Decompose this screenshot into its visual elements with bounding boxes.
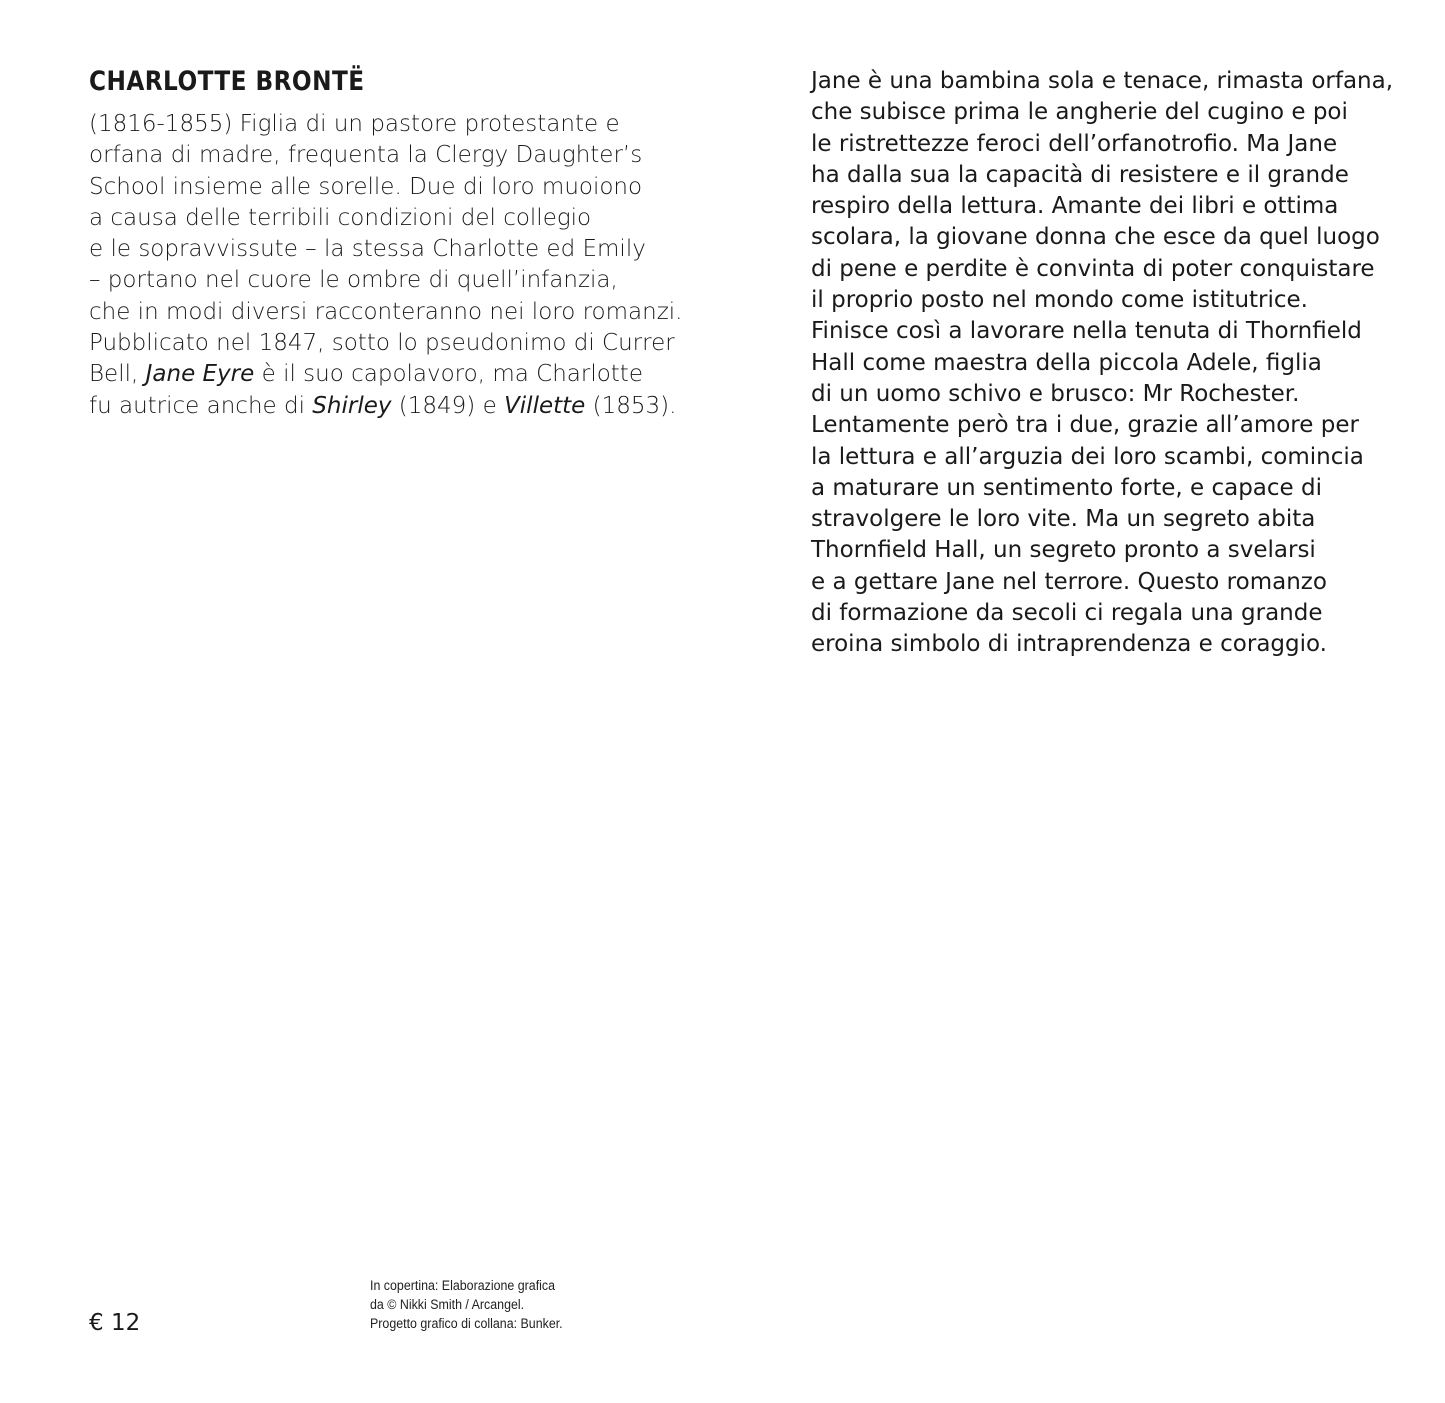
bio-text: è il suo capolavoro, ma Charlotte — [254, 361, 643, 388]
credit-line: da © Nikki Smith / Arcangel. — [370, 1297, 525, 1312]
bio-text: – portano nel cuore le ombre di quell’infanzia, — [89, 267, 618, 294]
bio-text: e le sopravvissute – la stessa Charlotte ed Emily — [89, 236, 646, 263]
synopsis-line: Lentamente però tra i due, grazie all’amore per — [811, 412, 1359, 439]
synopsis-line: a maturare un sentimento forte, e capace di — [811, 474, 1322, 501]
synopsis-line: di un uomo schivo e brusco: Mr Rochester. — [811, 380, 1300, 407]
bio-line — [89, 359, 669, 390]
bio-line — [89, 297, 683, 328]
credit-line: In copertina: Elaborazione grafica — [370, 1278, 556, 1293]
synopsis-line: scolara, la giovane donna che esce da quel luogo — [811, 224, 1380, 251]
synopsis-line: stravolgere le loro vite. Ma un segreto abita — [811, 506, 1316, 533]
bio-text: Bell, — [89, 361, 146, 388]
cover-credits — [370, 1276, 563, 1333]
bio-text: (1853). — [585, 392, 677, 419]
bio-text: a causa delle terribili condizioni del collegio — [89, 204, 592, 231]
bio-text: fu autrice anche di — [89, 392, 313, 419]
book-title-italic: Shirley — [312, 392, 392, 419]
synopsis-line: che subisce prima le angherie del cugino e poi — [811, 99, 1348, 126]
book-title-italic: Villette — [504, 392, 586, 419]
synopsis-line: la lettura e all’arguzia dei loro scambi, comincia — [811, 443, 1364, 470]
book-title-italic: Jane Eyre — [145, 361, 255, 388]
bio-line — [89, 172, 669, 203]
credit-line: Progetto grafico di collana: Bunker. — [370, 1316, 563, 1331]
synopsis-line: il proprio posto nel mondo come istitutrice. — [811, 287, 1308, 314]
synopsis-line: eroina simbolo di intraprendenza e coraggio. — [811, 631, 1327, 658]
synopsis-line: di formazione da secoli ci regala una grande — [811, 600, 1323, 627]
author-bio — [89, 109, 683, 422]
synopsis-line: e a gettare Jane nel terrore. Questo romanzo — [811, 568, 1327, 595]
author-name: CHARLOTTE BRONTË — [89, 66, 365, 97]
synopsis-line: ha dalla sua la capacità di resistere e il grande — [811, 161, 1349, 188]
bio-line — [89, 203, 669, 234]
book-synopsis — [811, 66, 1411, 661]
bio-text: (1849) e — [391, 392, 505, 419]
bio-line — [89, 109, 669, 140]
bio-text: Pubblicato nel 1847, sotto lo pseudonimo di Currer — [89, 330, 675, 357]
synopsis-line: Hall come maestra della piccola Adele, figlia — [811, 349, 1322, 376]
bio-text: (1816-1855) Figlia di un pastore protestante e — [89, 111, 620, 137]
synopsis-line: Jane è una bambina sola e tenace, rimasta orfana, — [811, 68, 1394, 94]
bio-text: School insieme alle sorelle. Due di loro muoiono — [89, 173, 643, 200]
bio-line — [89, 328, 675, 359]
synopsis-line: Finisce così a lavorare nella tenuta di Thornfield — [811, 318, 1362, 345]
synopsis-line: Thornfield Hall, un segreto pronto a svelarsi — [811, 537, 1316, 564]
bio-line — [89, 265, 669, 296]
synopsis-line: di pene e perdite è convinta di poter conquistare — [811, 255, 1375, 282]
bio-line — [89, 234, 669, 265]
bio-line — [89, 391, 677, 422]
synopsis-line: respiro della lettura. Amante dei libri e ottima — [811, 193, 1339, 220]
bio-text: che in modi diversi racconteranno nei loro romanzi. — [89, 298, 683, 325]
price-label: € 12 — [89, 1310, 141, 1336]
synopsis-line: le ristrettezze feroci dell’orfanotrofio. Ma Jane — [811, 130, 1338, 157]
bio-text: orfana di madre, frequenta la Clergy Daughter’s — [89, 142, 643, 169]
bio-line — [89, 140, 669, 171]
